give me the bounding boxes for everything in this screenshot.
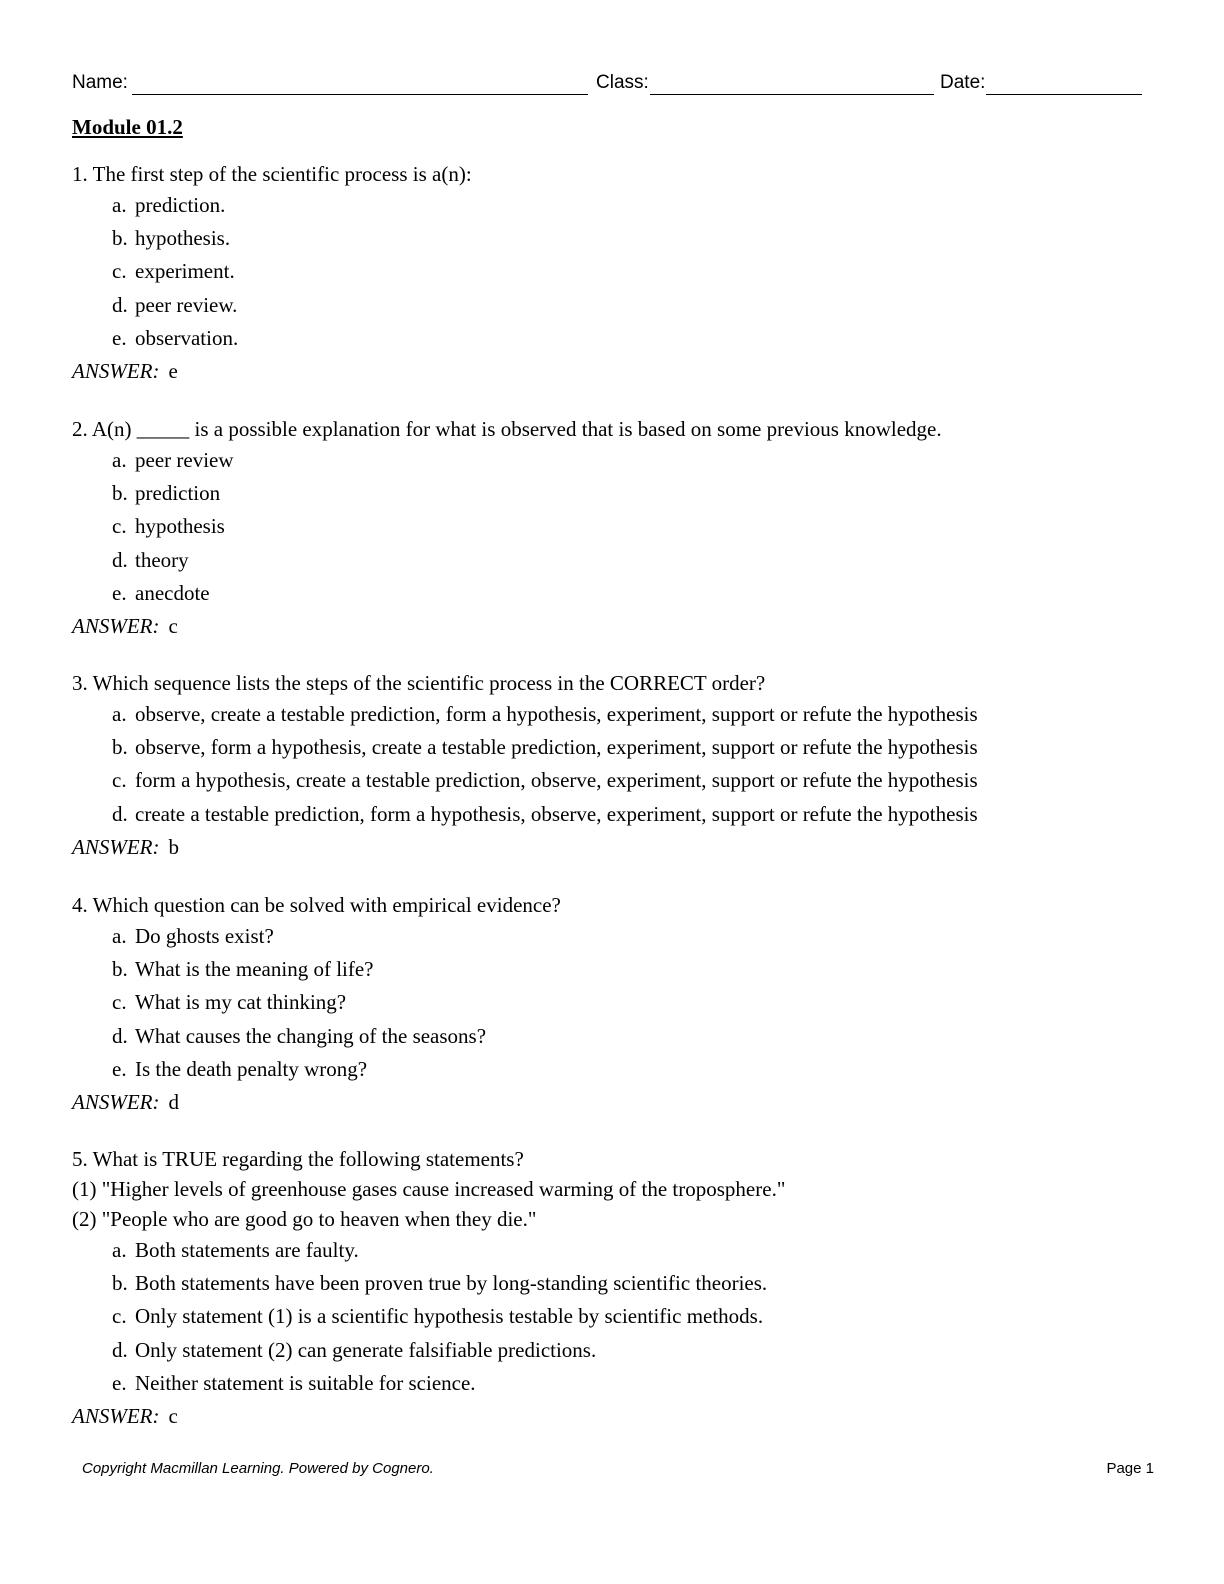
option-d: d. create a testable prediction, form a hypothesis, observe, experiment, support or refute the hypothesis	[112, 801, 978, 826]
statement-2: (2) "People who are good go to heaven when they die."	[72, 1207, 537, 1231]
question-number: 1.	[72, 162, 88, 186]
option-d: d. What causes the changing of the seasons?	[112, 1023, 487, 1048]
class-blank-line	[650, 94, 934, 95]
question-stem	[72, 890, 1162, 920]
module-title: Module 01.2	[72, 115, 183, 139]
question-1	[72, 159, 1162, 388]
name-blank-line	[132, 94, 588, 95]
question-stem	[72, 1144, 1162, 1174]
question-text: The first step of the scientific process is a(n):	[92, 162, 472, 186]
answer-line	[72, 1400, 1162, 1433]
question-number: 5.	[72, 1147, 88, 1171]
answer-line	[72, 831, 1162, 864]
options-list	[72, 920, 1162, 1086]
answer-value: e	[168, 359, 178, 384]
answer-label: ANSWER:	[72, 1090, 160, 1115]
answer-value: c	[168, 614, 178, 639]
question-number: 4.	[72, 893, 88, 917]
answer-value: b	[168, 834, 179, 859]
date-label: Date:	[940, 72, 986, 93]
option-a: a. observe, create a testable prediction, form a hypothesis, experiment, support or refute the hypothesis	[112, 702, 978, 726]
student-info-header	[72, 72, 1144, 98]
option-a: a. Do ghosts exist?	[112, 924, 274, 948]
question-4	[72, 890, 1162, 1119]
answer-label: ANSWER:	[72, 834, 160, 859]
question-stem	[72, 668, 1162, 698]
answer-label: ANSWER:	[72, 614, 160, 639]
question-text: A(n) _____ is a possible explanation for what is observed that is based on some previous knowledge.	[91, 417, 942, 441]
date-blank-line	[986, 94, 1142, 95]
question-5	[72, 1144, 1162, 1433]
option-b: b. prediction	[112, 481, 221, 506]
answer-line	[72, 1086, 1162, 1119]
name-label: Name:	[72, 72, 128, 93]
answer-value: d	[168, 1090, 179, 1115]
option-c: c. Only statement (1) is a scientific hypothesis testable by scientific methods.	[112, 1304, 764, 1329]
statement-1: (1) "Higher levels of greenhouse gases cause increased warming of the troposphere."	[72, 1177, 786, 1201]
question-text: Which question can be solved with empirical evidence?	[92, 893, 561, 917]
option-e: e. Neither statement is suitable for science.	[112, 1370, 476, 1395]
question-number: 2.	[72, 417, 88, 441]
question-2	[72, 414, 1162, 643]
option-c: c. form a hypothesis, create a testable prediction, observe, experiment, support or refute the hypothesis	[112, 768, 978, 793]
option-a: a. peer review	[112, 448, 234, 472]
answer-line	[72, 610, 1162, 643]
question-3	[72, 668, 1162, 864]
option-b: b. Both statements have been proven true by long-standing scientific theories.	[112, 1271, 768, 1296]
class-label: Class:	[596, 72, 649, 93]
options-list	[72, 189, 1162, 355]
option-c: c. hypothesis	[112, 514, 225, 539]
question-number: 3.	[72, 671, 88, 695]
question-stem	[72, 414, 1162, 444]
answer-label: ANSWER:	[72, 359, 160, 384]
answer-line	[72, 355, 1162, 388]
question-text: Which sequence lists the steps of the scientific process in the CORRECT order?	[92, 671, 766, 695]
option-d: d. Only statement (2) can generate falsifiable predictions.	[112, 1337, 597, 1362]
answer-value: c	[168, 1404, 178, 1429]
option-e: e. anecdote	[112, 580, 210, 605]
question-stem	[72, 159, 1162, 189]
option-c: c. What is my cat thinking?	[112, 990, 347, 1015]
option-b: b. observe, form a hypothesis, create a testable prediction, experiment, support or refute the hypothesis	[112, 735, 978, 760]
options-list	[72, 444, 1162, 610]
option-d: d. peer review.	[112, 292, 238, 317]
option-a: a. prediction.	[112, 193, 226, 217]
answer-label: ANSWER:	[72, 1404, 160, 1429]
option-e: e. Is the death penalty wrong?	[112, 1056, 368, 1081]
options-list	[72, 698, 1162, 831]
question-text: What is TRUE regarding the following statements?	[92, 1147, 524, 1171]
option-b: b. hypothesis.	[112, 226, 231, 251]
option-e: e. observation.	[112, 325, 239, 350]
option-d: d. theory	[112, 547, 189, 572]
option-c: c. experiment.	[112, 259, 235, 284]
option-b: b. What is the meaning of life?	[112, 957, 374, 982]
option-a: a. Both statements are faulty.	[112, 1238, 359, 1262]
page-number: Page 1	[1106, 1460, 1154, 1477]
options-list	[72, 1234, 1162, 1400]
copyright-footer: Copyright Macmillan Learning. Powered by Cognero.	[82, 1460, 434, 1477]
